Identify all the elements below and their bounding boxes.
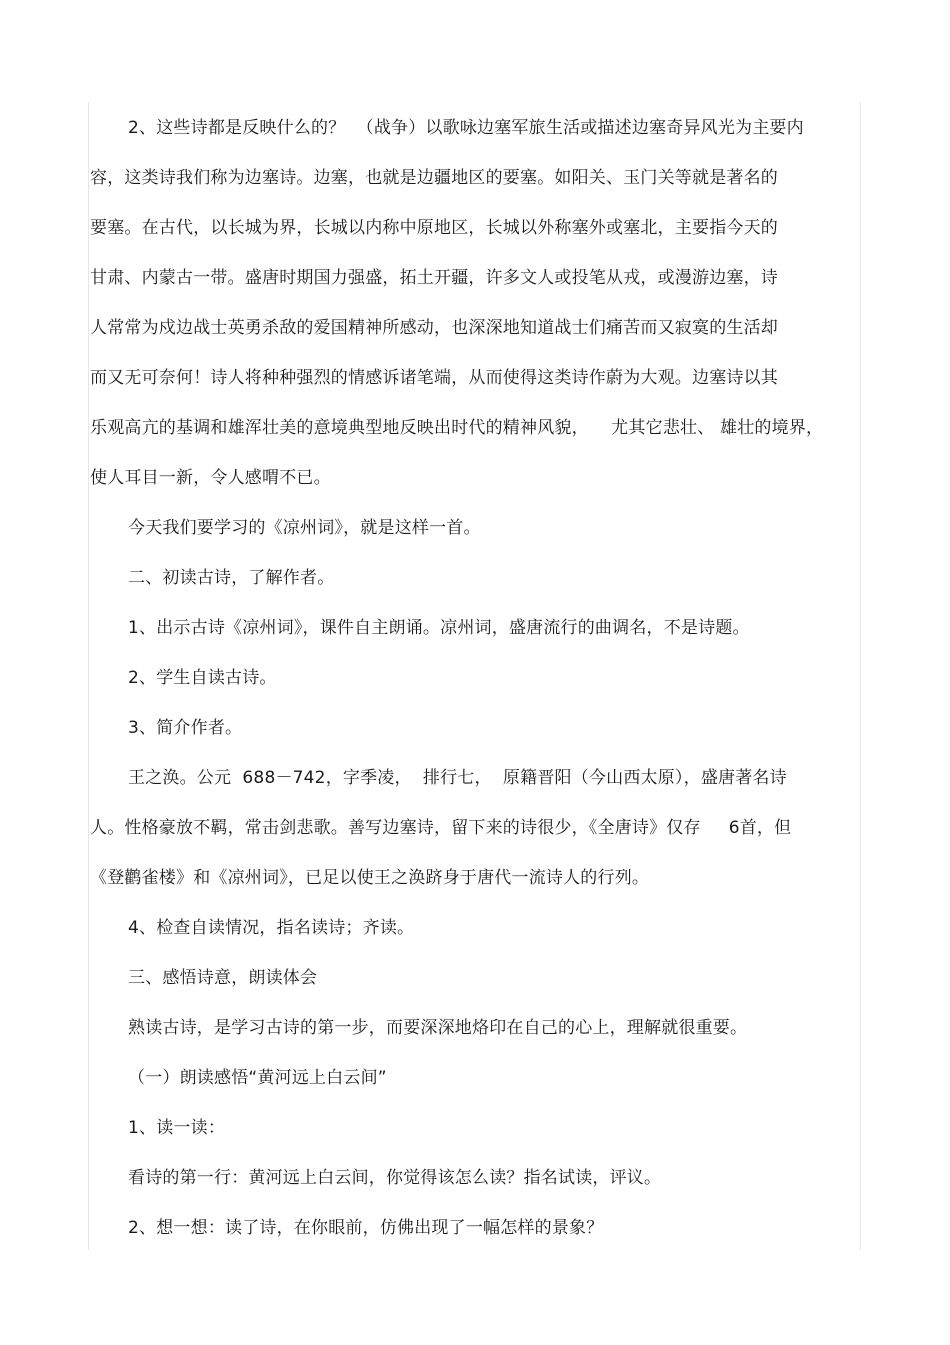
list-item: 1、出示古诗《凉州词》，课件自主朗诵。凉州词，盛唐流行的曲调名，不是诗题。 <box>128 618 750 638</box>
paragraph-line: 甘肃、内蒙古一带。盛唐时期国力强盛，拓土开疆，许多文人或投笔从戎，或漫游边塞，诗 <box>90 268 778 288</box>
paragraph-line: 王之涣。公元 688－742，字季凌， 排行七， 原籍晋阳（今山西太原），盛唐著名诗 <box>128 768 787 788</box>
paragraph-line: 人。性格豪放不羁，常击剑悲歌。善写边塞诗，留下来的诗很少，《全唐诗》仅存 6首，但 <box>90 818 792 838</box>
list-item: 2、想一想：读了诗，在你眼前，仿佛出现了一幅怎样的景象？ <box>128 1218 604 1238</box>
document-body <box>90 110 860 1260</box>
list-item: 3、简介作者。 <box>128 718 243 738</box>
paragraph-line: 乐观高亢的基调和雄浑壮美的意境典型地反映出时代的精神风貌， 尤其它悲壮、 雄壮的境界， <box>90 418 824 438</box>
paragraph-line: 看诗的第一行：黄河远上白云间，你觉得该怎么读？指名试读，评议。 <box>128 1168 662 1188</box>
paragraph-line: 要塞。在古代，以长城为界，长城以内称中原地区，长城以外称塞外或塞北，主要指今天的 <box>90 218 778 238</box>
section-heading: 三、感悟诗意，朗读体会 <box>128 968 318 988</box>
paragraph-line: 容，这类诗我们称为边塞诗。边塞，也就是边疆地区的要塞。如阳关、玉门关等就是著名的 <box>90 168 778 188</box>
list-item: 4、检查自读情况，指名读诗；齐读。 <box>128 918 415 938</box>
page-border-right <box>860 102 861 1250</box>
paragraph-line: 而又无可奈何！诗人将种种强烈的情感诉诸笔端，从而使得这类诗作蔚为大观。边塞诗以其 <box>90 368 778 388</box>
paragraph-line: 今天我们要学习的《凉州词》，就是这样一首。 <box>128 518 481 538</box>
list-item: 2、学生自读古诗。 <box>128 668 277 688</box>
paragraph-line: 《登鹳雀楼》和《凉州词》，已足以使王之涣跻身于唐代一流诗人的行列。 <box>90 868 650 888</box>
page-border-left <box>88 102 89 1250</box>
paragraph-line: 熟读古诗，是学习古诗的第一步，而要深深地烙印在自己的心上，理解就很重要。 <box>128 1018 748 1038</box>
section-heading: 二、初读古诗，了解作者。 <box>128 568 335 588</box>
subsection-heading: （一）朗读感悟“黄河远上白云间” <box>128 1068 387 1088</box>
paragraph-line: 2、这些诗都是反映什么的？ （战争）以歌咏边塞军旅生活或描述边塞奇异风光为主要内 <box>128 118 804 138</box>
paragraph-line: 使人耳目一新，令人感喟不已。 <box>90 468 331 488</box>
list-item: 1、读一读： <box>128 1118 226 1138</box>
paragraph-line: 人常常为戍边战士英勇杀敌的爱国精神所感动，也深深地知道战士们痛苦而又寂寞的生活却 <box>90 318 778 338</box>
